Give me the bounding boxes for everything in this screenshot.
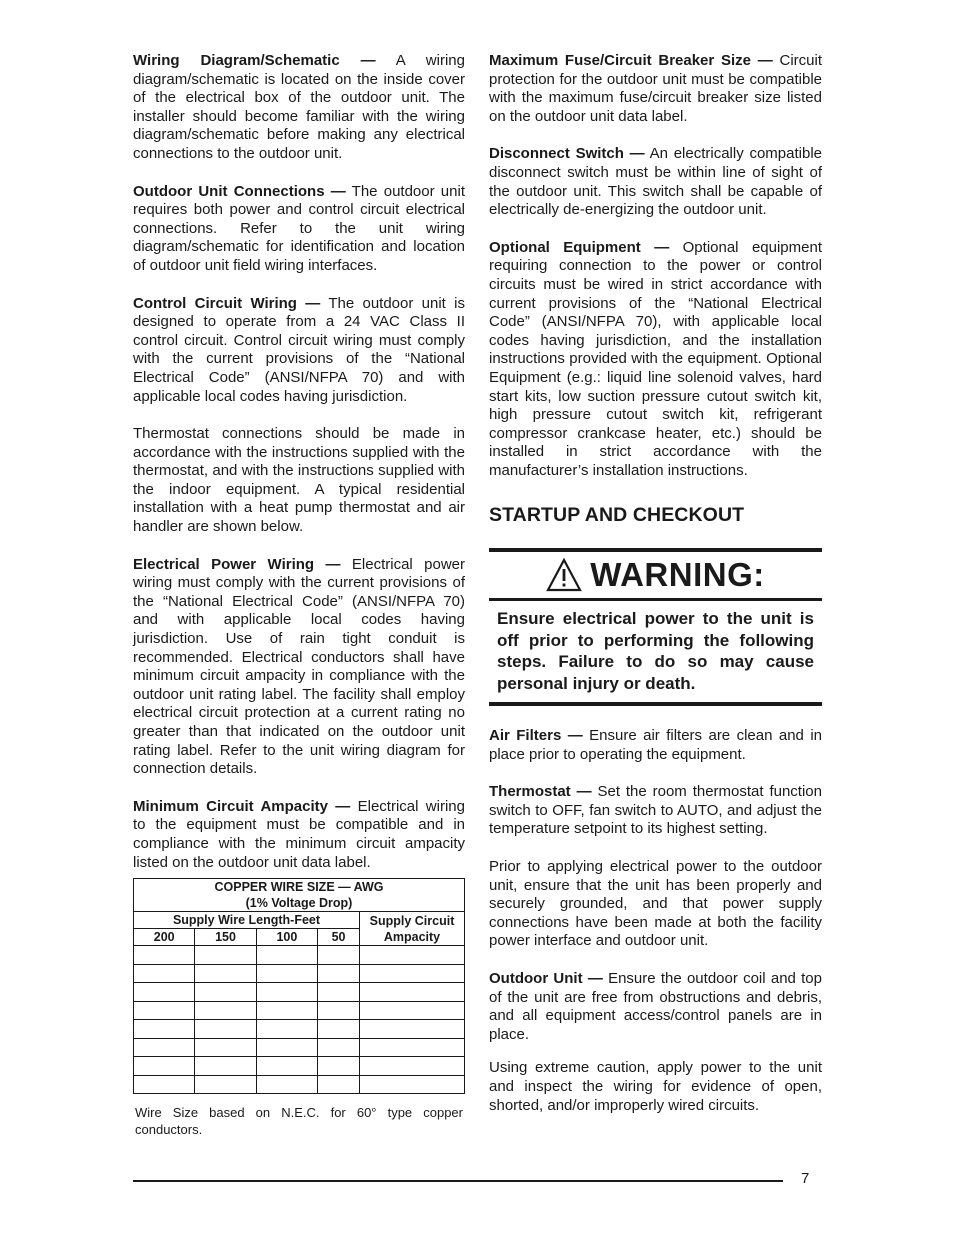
paragraph-thermostat bbox=[489, 783, 822, 839]
paragraph-optional-equipment bbox=[489, 239, 822, 481]
table-cell bbox=[318, 946, 360, 965]
paragraph-text: Optional equipment requiring connection to the power or control circuits must be wired in strict accordance with current provisions of the “National Electrical Code” (ANSI/NFPA 70), with applicable local codes having jurisdiction, and the installation instructions provided with the equipment. Optional Equipment (e.g.: liquid line solenoid valves, hard start kits, low suction pressure cutout switch kit, high pressure cutout switch kit, refrigerant compressor crankcase heater, etc.) should be installed in strict accordance with the manufacturer’s installation instructions. bbox=[489, 238, 822, 479]
table-cell bbox=[318, 1057, 360, 1076]
paragraph-disconnect-switch bbox=[489, 145, 822, 219]
table-cell bbox=[195, 1001, 256, 1020]
table-cell bbox=[360, 1057, 465, 1076]
paragraph-lead: Disconnect Switch — bbox=[489, 145, 645, 163]
supply-circuit-ampacity-header bbox=[360, 912, 465, 946]
paragraph-lead: Wiring Diagram/Schematic — bbox=[133, 52, 376, 69]
paragraph-minimum-circuit-ampacity bbox=[133, 798, 465, 872]
footer-rule bbox=[133, 1180, 783, 1182]
paragraph-thermostat-connections bbox=[133, 425, 465, 537]
table-title bbox=[134, 879, 465, 912]
table-cell bbox=[134, 1057, 195, 1076]
table-cell bbox=[360, 1038, 465, 1057]
page-number: 7 bbox=[801, 1170, 810, 1187]
left-column bbox=[133, 52, 465, 1138]
table-cell bbox=[256, 964, 317, 983]
table-row bbox=[134, 1038, 465, 1057]
table-cell bbox=[134, 964, 195, 983]
table-cell bbox=[318, 1020, 360, 1039]
table-row bbox=[134, 1001, 465, 1020]
length-header-50: 50 bbox=[318, 929, 360, 946]
table-cell bbox=[256, 1001, 317, 1020]
paragraph-lead: Electrical Power Wiring — bbox=[133, 555, 341, 573]
table-cell bbox=[256, 946, 317, 965]
length-header-150: 150 bbox=[195, 929, 256, 946]
paragraph-text: Ensure the outdoor coil and top of the unit are free from obstructions and debris, and all equipment access/control panels are in place. bbox=[489, 970, 822, 1043]
warning-title: WARNING: bbox=[590, 555, 765, 593]
copper-wire-size-table bbox=[133, 878, 465, 1094]
table-cell bbox=[195, 964, 256, 983]
paragraph-text: A wiring diagram/schematic is located on the inside cover of the electrical box of the outdoor unit. The installer should become familiar with the wiring diagram/schematic before making any electrical connections to the outdoor unit. bbox=[133, 52, 465, 162]
table-row bbox=[134, 1075, 465, 1094]
warning-body: Ensure electrical power to the unit is off prior to performing the following steps. Failure to do so may cause personal injury or death. bbox=[497, 609, 814, 693]
table-cell bbox=[134, 983, 195, 1002]
section-heading-startup-checkout: STARTUP AND CHECKOUT bbox=[489, 504, 745, 527]
paragraph-text: The outdoor unit is designed to operate from a 24 VAC Class II control circuit. Control circuit wiring must comply with the current provisions of the “National Electrical Code” (ANSI/NFPA 70) and with applicable local codes having jurisdiction. bbox=[133, 294, 465, 405]
supply-wire-length-header: Supply Wire Length-Feet bbox=[134, 912, 360, 929]
table-cell bbox=[256, 1057, 317, 1076]
paragraph-text: Using extreme caution, apply power to the unit and inspect the wiring for evidence of open, shorted, and/or improperly wired circuits. bbox=[489, 1059, 822, 1114]
table-cell bbox=[360, 946, 465, 965]
table-cell bbox=[195, 1075, 256, 1094]
table-cell bbox=[195, 1020, 256, 1039]
paragraph-text: Ensure air filters are clean and in place prior to operating the equipment. bbox=[489, 727, 823, 763]
paragraph-lead: Outdoor Unit Connections — bbox=[133, 182, 346, 200]
table-cell bbox=[256, 983, 317, 1002]
paragraph-text: Circuit protection for the outdoor unit must be compatible with the maximum fuse/circuit breaker size listed on the outdoor unit data label. bbox=[489, 52, 822, 125]
paragraph-text: Electrical wiring to the equipment must be compatible and in compliance with the minimum circuit ampacity listed on the outdoor unit data label. bbox=[133, 797, 465, 871]
paragraph-lead: Maximum Fuse/Circuit Breaker Size — bbox=[489, 52, 773, 69]
table-cell bbox=[256, 1038, 317, 1057]
paragraph-outdoor-unit-connections bbox=[133, 183, 465, 276]
paragraph-max-fuse-breaker bbox=[489, 52, 822, 126]
wire-size-note: Wire Size based on N.E.C. for 60° type copper conductors. bbox=[135, 1105, 463, 1138]
table-cell bbox=[134, 946, 195, 965]
ampacity-header-line2: Ampacity bbox=[383, 929, 441, 944]
table-cell bbox=[318, 1075, 360, 1094]
paragraph-outdoor-unit bbox=[489, 970, 822, 1044]
table-cell bbox=[318, 1001, 360, 1020]
table-cell bbox=[318, 1038, 360, 1057]
table-cell bbox=[360, 1001, 465, 1020]
table-cell bbox=[360, 983, 465, 1002]
paragraph-prior-to-power bbox=[489, 858, 822, 951]
paragraph-wiring-diagram bbox=[133, 52, 465, 164]
warning-triangle-icon bbox=[546, 558, 582, 592]
table-cell bbox=[195, 983, 256, 1002]
table-row bbox=[134, 983, 465, 1002]
warning-header bbox=[489, 552, 822, 601]
table-cell bbox=[195, 946, 256, 965]
paragraph-control-circuit-wiring bbox=[133, 295, 465, 407]
table-cell bbox=[360, 964, 465, 983]
table-cell bbox=[318, 983, 360, 1002]
paragraph-text: The outdoor unit requires both power and control circuit electrical connections. Refer to the unit wiring diagram/schematic for identification and location of outdoor unit field wiring interfaces. bbox=[133, 182, 465, 274]
paragraph-lead: Minimum Circuit Ampacity — bbox=[133, 797, 351, 815]
table-cell bbox=[134, 1038, 195, 1057]
table-cell bbox=[195, 1038, 256, 1057]
paragraph-text: Thermostat connections should be made in accordance with the instructions supplied with the thermostat, and with the instructions supplied with the indoor equipment. A typical residential installation with a heat pump thermostat and air handler are shown below. bbox=[133, 425, 465, 536]
table-cell bbox=[134, 1020, 195, 1039]
paragraph-lead: Outdoor Unit — bbox=[489, 970, 603, 987]
paragraph-lead: Thermostat — bbox=[489, 783, 592, 801]
table-row bbox=[134, 964, 465, 983]
table-row bbox=[134, 946, 465, 965]
paragraph-text: Set the room thermostat function switch to OFF, fan switch to AUTO, and adjust the temperature setpoint to its highest setting. bbox=[489, 783, 822, 838]
paragraph-apply-power bbox=[489, 1059, 822, 1115]
table-cell bbox=[195, 1057, 256, 1076]
paragraph-electrical-power-wiring bbox=[133, 556, 465, 779]
paragraph-text: Electrical power wiring must comply with the current provisions of the “National Electrical Code” (ANSI/NFPA 70) and with applicable local codes having jurisdiction. Use of rain tight conduit is recommended. Electrical conductors shall have minimum circuit ampacity in compliance with the outdoor unit rating label. The facility shall employ electrical circuit protection at a current rating no greater than that indicated on the outdoor unit rating label. Refer to the unit wiring diagram for connection details. bbox=[133, 555, 466, 778]
right-column bbox=[489, 52, 822, 1134]
paragraph-text: Prior to applying electrical power to the outdoor unit, ensure that the unit has been properly and securely grounded, and that power supply connections have been made at both the facility power interface and outdoor unit. bbox=[489, 858, 822, 950]
paragraph-lead: Optional Equipment — bbox=[489, 238, 670, 256]
table-row bbox=[134, 1057, 465, 1076]
table-cell bbox=[318, 964, 360, 983]
paragraph-lead: Air Filters — bbox=[489, 727, 583, 745]
warning-box bbox=[489, 548, 822, 706]
table-title-line1: COPPER WIRE SIZE — AWG bbox=[214, 880, 384, 895]
paragraph-lead: Control Circuit Wiring — bbox=[133, 294, 321, 312]
table-title-line2: (1% Voltage Drop) bbox=[245, 896, 353, 911]
table-cell bbox=[134, 1075, 195, 1094]
paragraph-air-filters bbox=[489, 727, 822, 764]
table-cell bbox=[256, 1075, 317, 1094]
table-cell bbox=[360, 1075, 465, 1094]
table-cell bbox=[134, 1001, 195, 1020]
table-cell bbox=[360, 1020, 465, 1039]
paragraph-text: An electrically compatible disconnect switch must be within line of sight of the outdoor unit. This switch shall be capable of electrically de-energizing the outdoor unit. bbox=[489, 145, 822, 219]
table-cell bbox=[256, 1020, 317, 1039]
length-header-200: 200 bbox=[134, 929, 195, 946]
length-header-100: 100 bbox=[256, 929, 317, 946]
table-row bbox=[134, 1020, 465, 1039]
ampacity-header-line1: Supply Circuit bbox=[369, 913, 455, 928]
